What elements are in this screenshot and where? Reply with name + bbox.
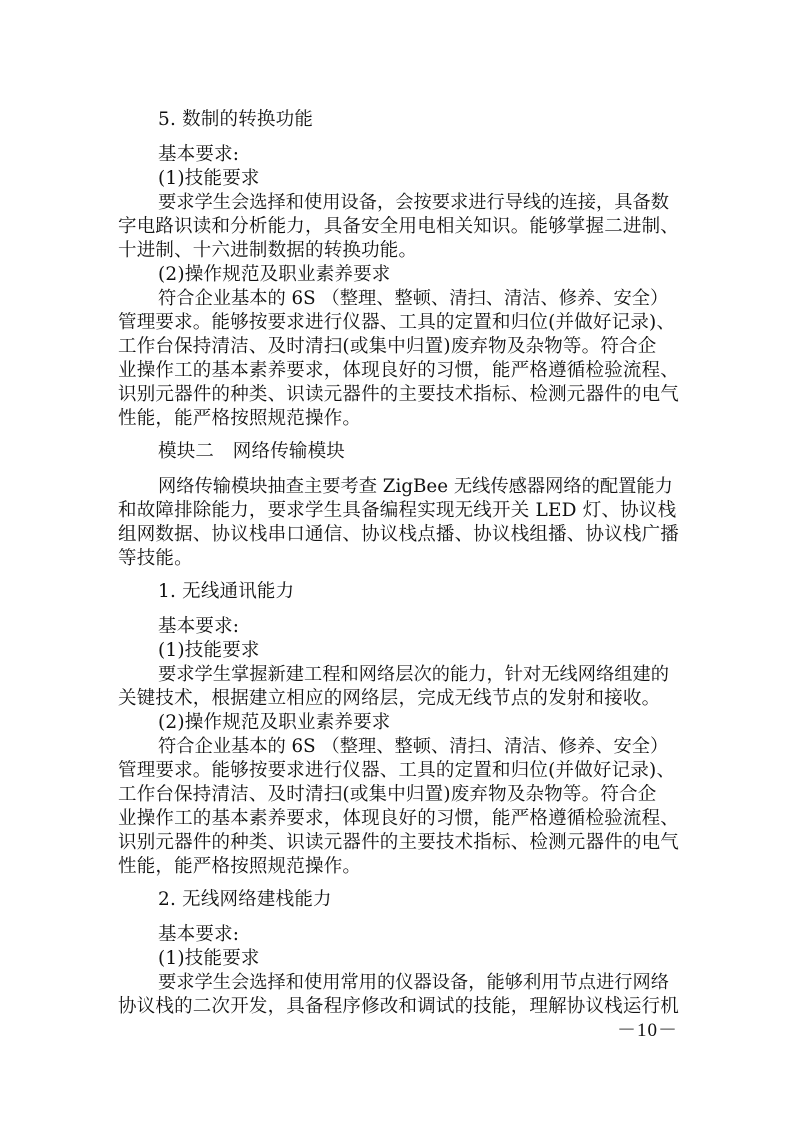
subheading: (1)技能要求: [158, 948, 260, 969]
paragraph-line: 要求学生会选择和使用设备，会按要求进行导线的连接，具备数: [158, 192, 669, 213]
paragraph-line: 等技能。: [118, 548, 193, 569]
paragraph-line: 要求学生掌握新建工程和网络层次的能力，针对无线网络组建的: [158, 664, 669, 685]
subheading: (1)技能要求: [158, 168, 260, 189]
section-heading: 1. 无线通讯能力: [158, 581, 295, 602]
paragraph-line: 业操作工的基本素养要求，体现良好的习惯，能严格遵循检验流程、: [118, 360, 680, 381]
paragraph-line: 协议栈的二次开发，具备程序修改和调试的技能，理解协议栈运行机: [118, 996, 680, 1017]
paragraph-line: 和故障排除能力，要求学生具备编程实现无线开关 LED 灯、协议栈: [118, 500, 677, 521]
paragraph-line: 十进制、十六进制数据的转换功能。: [118, 240, 418, 261]
paragraph-line: 网络传输模块抽查主要考查 ZigBee 无线传感器网络的配置能力: [158, 476, 673, 497]
paragraph-line: 符合企业基本的 6S （整理、整顿、清扫、清洁、修养、安全）: [158, 288, 669, 309]
paragraph-line: 工作台保持清洁、及时清扫(或集中归置)废弃物及杂物等。符合企: [118, 336, 657, 357]
paragraph-line: 字电路识读和分析能力，具备安全用电相关知识。能够掌握二进制、: [118, 216, 680, 237]
label-basic-requirements: 基本要求:: [158, 144, 240, 165]
subheading: (1)技能要求: [158, 640, 260, 661]
subheading: (2)操作规范及职业素养要求: [158, 264, 391, 285]
paragraph-line: 组网数据、协议栈串口通信、协议栈点播、协议栈组播、协议栈广播: [118, 524, 680, 545]
module-heading: 模块二 网络传输模块: [158, 441, 346, 462]
page-number: －10－: [617, 1020, 679, 1041]
paragraph-line: 管理要求。能够按要求进行仪器、工具的定置和归位(并做好记录)、: [118, 312, 676, 333]
paragraph-line: 关键技术，根据建立相应的网络层，完成无线节点的发射和接收。: [118, 688, 661, 709]
section-heading: 2. 无线网络建栈能力: [158, 889, 332, 910]
label-basic-requirements: 基本要求:: [158, 616, 240, 637]
paragraph-line: 性能，能严格按照规范操作。: [118, 856, 362, 877]
label-basic-requirements: 基本要求:: [158, 924, 240, 945]
section-heading: 5. 数制的转换功能: [158, 109, 314, 130]
paragraph-line: 要求学生会选择和使用常用的仪器设备，能够利用节点进行网络: [158, 972, 669, 993]
paragraph-line: 管理要求。能够按要求进行仪器、工具的定置和归位(并做好记录)、: [118, 760, 676, 781]
paragraph-line: 性能，能严格按照规范操作。: [118, 408, 362, 429]
paragraph-line: 符合企业基本的 6S （整理、整顿、清扫、清洁、修养、安全）: [158, 736, 669, 757]
paragraph-line: 识别元器件的种类、识读元器件的主要技术指标、检测元器件的电气: [118, 384, 680, 405]
paragraph-line: 识别元器件的种类、识读元器件的主要技术指标、检测元器件的电气: [118, 832, 680, 853]
paragraph-line: 业操作工的基本素养要求，体现良好的习惯，能严格遵循检验流程、: [118, 808, 680, 829]
subheading: (2)操作规范及职业素养要求: [158, 712, 391, 733]
paragraph-line: 工作台保持清洁、及时清扫(或集中归置)废弃物及杂物等。符合企: [118, 784, 657, 805]
